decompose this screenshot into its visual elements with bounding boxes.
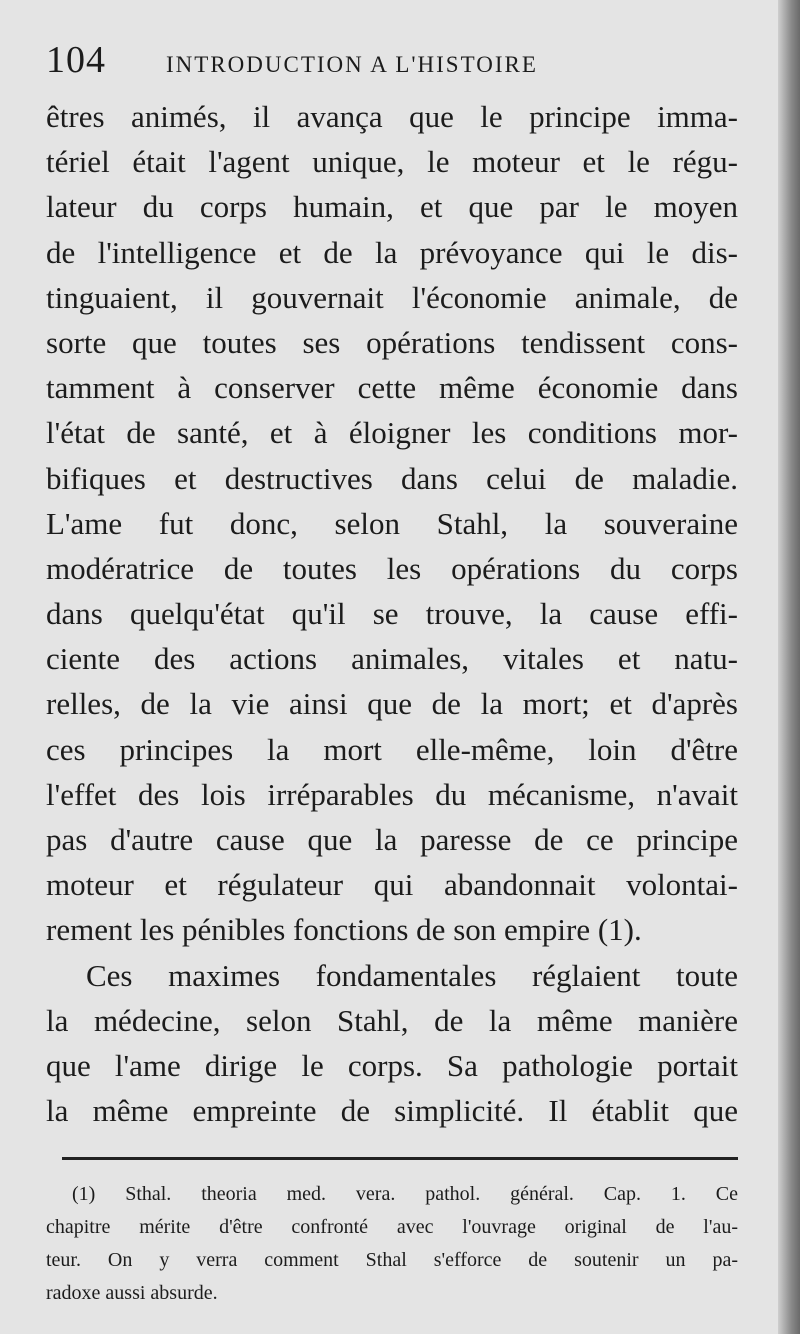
text-line: pas d'autre cause que la paresse de ce principe — [46, 822, 738, 857]
text-line: êtres animés, il avança que le principe imma- — [46, 99, 738, 134]
text-line: ces principes la mort elle-même, loin d'être — [46, 731, 738, 767]
text-line: lateur du corps humain, et que par le moyen — [46, 189, 738, 225]
text-line: rement les pénibles fonctions de son empire (1). — [46, 912, 642, 948]
footnote-divider — [62, 1157, 738, 1160]
footnote-line: teur. On y verra comment Sthal s'efforce de soutenir un pa- — [46, 1249, 738, 1272]
body-text — [46, 94, 738, 1133]
text-line: l'effet des lois irréparables du mécanisme, n'avait — [46, 776, 738, 812]
footnote — [46, 1178, 738, 1310]
running-title: INTRODUCTION A L'HISTOIRE — [166, 52, 538, 77]
text-line: relles, de la vie ainsi que de la mort; et d'après — [46, 686, 738, 722]
text-line: la même empreinte de simplicité. Il établit que — [46, 1093, 738, 1129]
text-line: moteur et régulateur qui abandonnait volontai- — [46, 867, 738, 903]
text-line: tamment à conserver cette même économie dans — [46, 370, 738, 406]
text-line: modératrice de toutes les opérations du corps — [46, 550, 738, 586]
text-line: bifiques et destructives dans celui de maladie. — [46, 460, 738, 496]
text-line: que l'ame dirige le corps. Sa pathologie portait — [46, 1047, 738, 1083]
text-line: de l'intelligence et de la prévoyance qui le dis- — [46, 234, 738, 270]
text-line: la médecine, selon Stahl, de la même manière — [46, 1002, 738, 1038]
page-header — [46, 38, 738, 94]
footnote-line: radoxe aussi absurde. — [46, 1282, 218, 1305]
text-line: Ces maximes fondamentales réglaient toute — [86, 957, 738, 993]
text-line: tinguaient, il gouvernait l'économie animale, de — [46, 279, 738, 315]
footnote-line: (1) Sthal. theoria med. vera. pathol. général. Cap. 1. Ce — [72, 1183, 738, 1206]
book-spine-shadow — [778, 0, 800, 1334]
text-line: sorte que toutes ses opérations tendissent cons- — [46, 324, 738, 360]
text-line: dans quelqu'état qu'il se trouve, la cause effi- — [46, 596, 738, 632]
text-line: L'ame fut donc, selon Stahl, la souveraine — [46, 505, 738, 541]
footnote-line: chapitre mérite d'être confronté avec l'ouvrage original de l'au- — [46, 1216, 738, 1239]
text-line: ciente des actions animales, vitales et natu- — [46, 641, 738, 677]
page-number: 104 — [46, 39, 106, 81]
text-line: l'état de santé, et à éloigner les conditions mor- — [46, 415, 738, 451]
text-line: tériel était l'agent unique, le moteur et le régu- — [46, 144, 738, 180]
